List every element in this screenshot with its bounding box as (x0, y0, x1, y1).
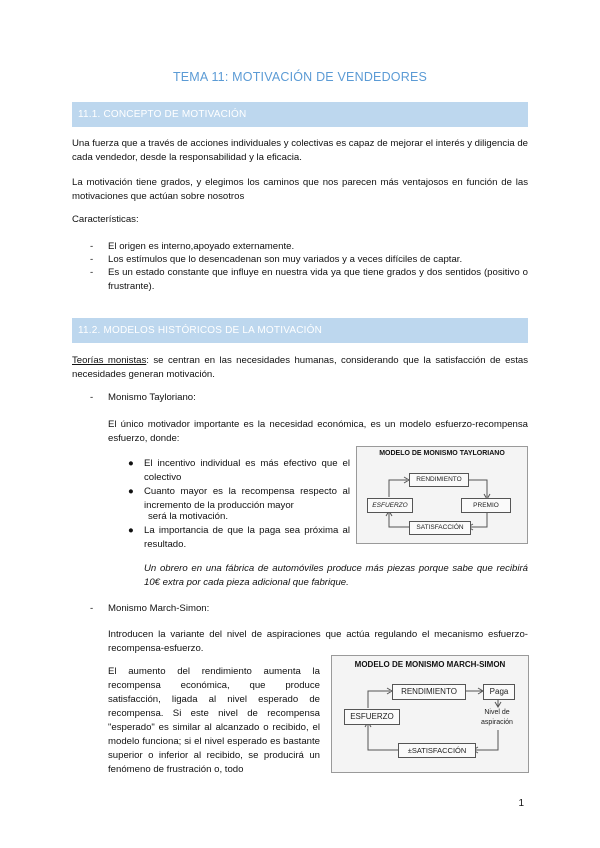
section-heading-modelos: 11.2. MODELOS HISTÓRICOS DE LA MOTIVACIÓN (72, 318, 528, 343)
list-dash: - (90, 603, 94, 614)
paragraph: Una fuerza que a través de acciones individuales y colectivas es capaz de mejorar el interés y diligencia de cada vendedor, desde la responsabilidad y la eficacia. (72, 138, 528, 163)
figure-title: MODELO DE MONISMO MARCH-SIMON (354, 660, 506, 669)
fig-box-esfuerzo: ESFUERZO (344, 709, 400, 725)
paragraph-monistas (72, 354, 528, 382)
fig-box-satisfaccion: ±SATISFACCIÓN (398, 743, 476, 758)
bullet: ● (128, 486, 134, 497)
list-dash: - (90, 392, 94, 403)
march-simon-model-figure (331, 655, 529, 773)
caracteristicas-label: Características: (72, 214, 139, 225)
fig-box-satisfaccion: SATISFACCIÓN (409, 521, 471, 535)
list-item: Los estímulos que lo desencadenan son muy variados y a veces difíciles de captar. (108, 254, 463, 265)
bullet-text: El incentivo individual es más efectivo que el colectivo (144, 458, 350, 483)
bullet-text: Cuanto mayor es la recompensa respecto al incremento de la producción mayor (144, 486, 350, 511)
bullet-text: será la motivación. (148, 511, 228, 522)
taylor-example: Un obrero en una fábrica de automóviles produce más piezas porque sabe que recibirá 10€ extra por cada pieza adicional que fabrique. (144, 563, 528, 588)
monistas-text: : se centran en las necesidades humanas, considerando que la satisfacción de estas necesidades generan motivación. (72, 355, 528, 380)
document-title: TEMA 11: MOTIVACIÓN DE VENDEDORES (172, 70, 428, 84)
monistas-label: Teorías monistas (72, 355, 147, 366)
paragraph: La motivación tiene grados, y elegimos los caminos que nos parecen más ventajosos en función de las motivaciones que actúan sobre nosotros (72, 177, 528, 202)
list-item: Es un estado constante que influye en nuestra vida ya que tiene grados y dos sentidos (positivo o frustrante). (108, 267, 528, 292)
fig-box-nivel-aspiracion: Nivel de aspiración (481, 709, 513, 726)
page-number: 1 (518, 798, 524, 809)
bullet: ● (128, 458, 134, 469)
taylor-model-figure (356, 446, 528, 544)
taylor-heading: Monismo Tayloriano: (108, 392, 196, 403)
march-body: El aumento del rendimiento aumenta la recompensa económica, que produce satisfacción, ligada al nivel esperado de recompensa. Si este nivel de recompensa "esperado" es similar al alcanzado o recibido, el modelo funciona; si el nivel esperado es bastante superior o inferior al recibido, se producirá un fenómeno de frustración o, todo (108, 666, 320, 775)
figure-title: MODELO DE MONISMO TAYLORIANO (379, 450, 505, 457)
bullet-text: La importancia de que la paga sea próxima al resultado. (144, 525, 350, 550)
list-item: El origen es interno,apoyado externamente. (108, 241, 295, 252)
taylor-intro: El único motivador importante es la necesidad económica, es un modelo esfuerzo-recompensa esfuerzo, donde: (108, 419, 528, 444)
section-heading-concepto: 11.1. CONCEPTO DE MOTIVACIÓN (72, 102, 528, 127)
fig-box-paga: Paga (483, 684, 515, 700)
fig-box-esfuerzo: ESFUERZO (367, 498, 413, 513)
fig-box-rendimiento: RENDIMIENTO (392, 684, 466, 700)
list-dash: - (90, 241, 94, 252)
march-intro: Introducen la variante del nivel de aspiraciones que actúa regulando el mecanismo esfuerzo-recompensa-esfuerzo. (108, 629, 528, 654)
fig-box-premio: PREMIO (461, 498, 511, 513)
list-dash: - (90, 254, 94, 265)
march-heading: Monismo March-Simon: (108, 603, 210, 614)
fig-box-rendimiento: RENDIMIENTO (409, 473, 469, 487)
bullet: ● (128, 525, 134, 536)
list-dash: - (90, 267, 94, 278)
